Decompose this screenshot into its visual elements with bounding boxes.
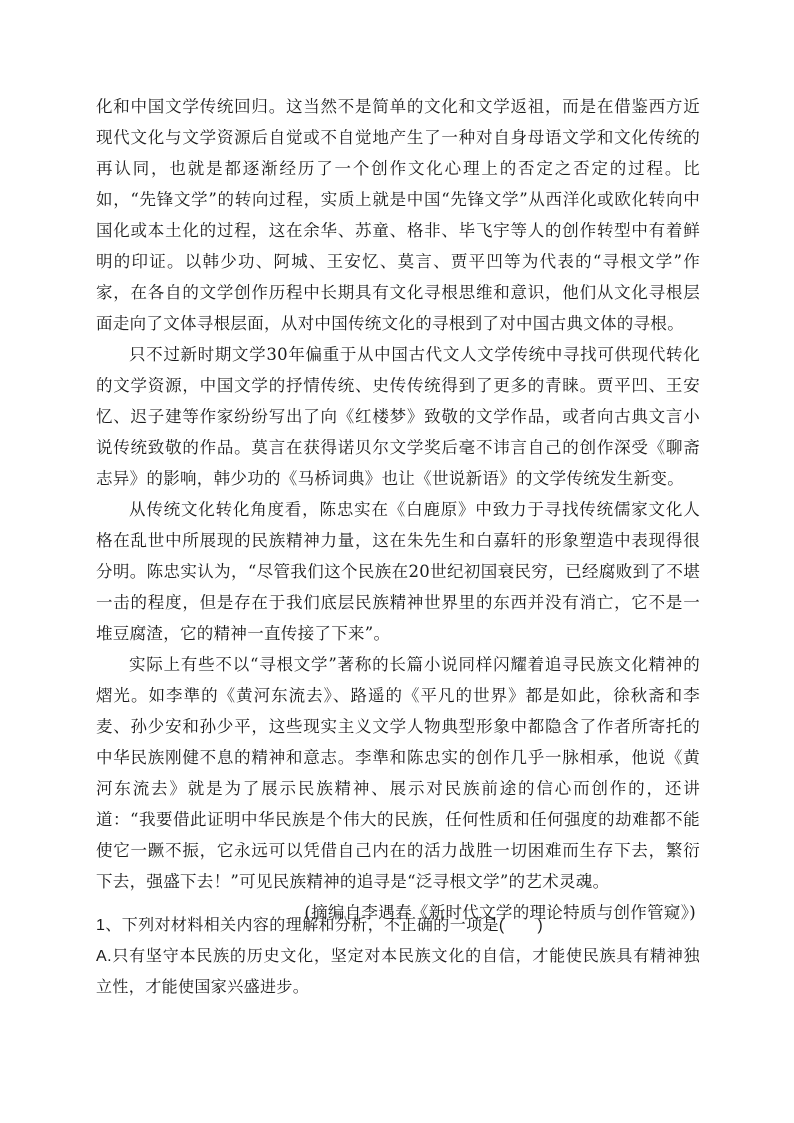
- question-section: [96, 910, 700, 1003]
- question-option-a: A.只有坚守本民族的历史文化，坚定对本民族文化的自信，才能使民族具有精神独立性，才能使国家兴盛进步。: [96, 948, 700, 996]
- article-paragraph-2: 只不过新时期文学30年偏重于从中国古代文人文学传统中寻找可供现代转化的文学资源，中国文学的抒情传统、史传传统得到了更多的青睐。贾平凹、王安忆、迟子建等作家纷纷写出了向《红楼梦》致敬的文学作品，或者向古典文言小说传统致敬的作品。莫言在获得诺贝尔文学奖后毫不讳言自己的创作深受《聊斋志异》的影响，韩少功的《马桥词典》也让《世说新语》的文学传统发生新变。: [96, 345, 700, 488]
- question-stem: 1、下列对材料相关内容的理解和分析，不正确的一项是( ): [96, 917, 544, 934]
- article-body: [96, 91, 700, 928]
- article-paragraph-3: 从传统文化转化角度看，陈忠实在《白鹿原》中致力于寻找传统儒家文化人格在乱世中所展现的民族精神力量，这在朱先生和白嘉轩的形象塑造中表现得很分明。陈忠实认为，“尽管我们这个民族在20世纪初国衰民穷，已经腐败到了不堪一击的程度，但是存在于我们底层民族精神世界里的东西并没有消亡，它不是一堆豆腐渣，它的精神一直传接了下来”。: [96, 500, 700, 643]
- article-source-citation: (摘编自李遇春《新时代文学的理论特质与创作管窥》): [304, 903, 696, 922]
- article-paragraph-4: 实际上有些不以“寻根文学”著称的长篇小说同样闪耀着追寻民族文化精神的熠光。如李準的《黄河东流去》、路遥的《平凡的世界》都是如此，徐秋斋和李麦、孙少安和孙少平，这些现实主义文学人物典型形象中都隐含了作者所寄托的中华民族刚健不息的精神和意志。李準和陈忠实的创作几乎一脉相承，他说《黄河东流去》就是为了展示民族精神、展示对民族前途的信心而创作的，还讲道：“我要借此证明中华民族是个伟大的民族，任何性质和任何强度的劫难都不能使它一蹶不振，它永远可以凭借自己内在的活力战胜一切困难而生存下去，繁衍下去，强盛下去！”可见民族精神的追寻是“泛寻根文学”的艺术灵魂。: [96, 655, 700, 891]
- article-paragraph-1: 化和中国文学传统回归。这当然不是简单的文化和文学返祖，而是在借鉴西方近现代文化与文学资源后自觉或不自觉地产生了一种对自身母语文学和文化传统的再认同，也就是都逐渐经历了一个创作文化心理上的否定之否定的过程。比如，“先锋文学”的转向过程，实质上就是中国“先锋文学”从西洋化或欧化转向中国化或本土化的过程，这在余华、苏童、格非、毕飞宇等人的创作转型中有着鲜明的印证。以韩少功、阿城、王安忆、莫言、贾平凹等为代表的“寻根文学”作家，在各自的文学创作历程中长期具有文化寻根思维和意识，他们从文化寻根层面走向了文体寻根层面，从对中国传统文化的寻根到了对中国古典文体的寻根。: [96, 97, 700, 333]
